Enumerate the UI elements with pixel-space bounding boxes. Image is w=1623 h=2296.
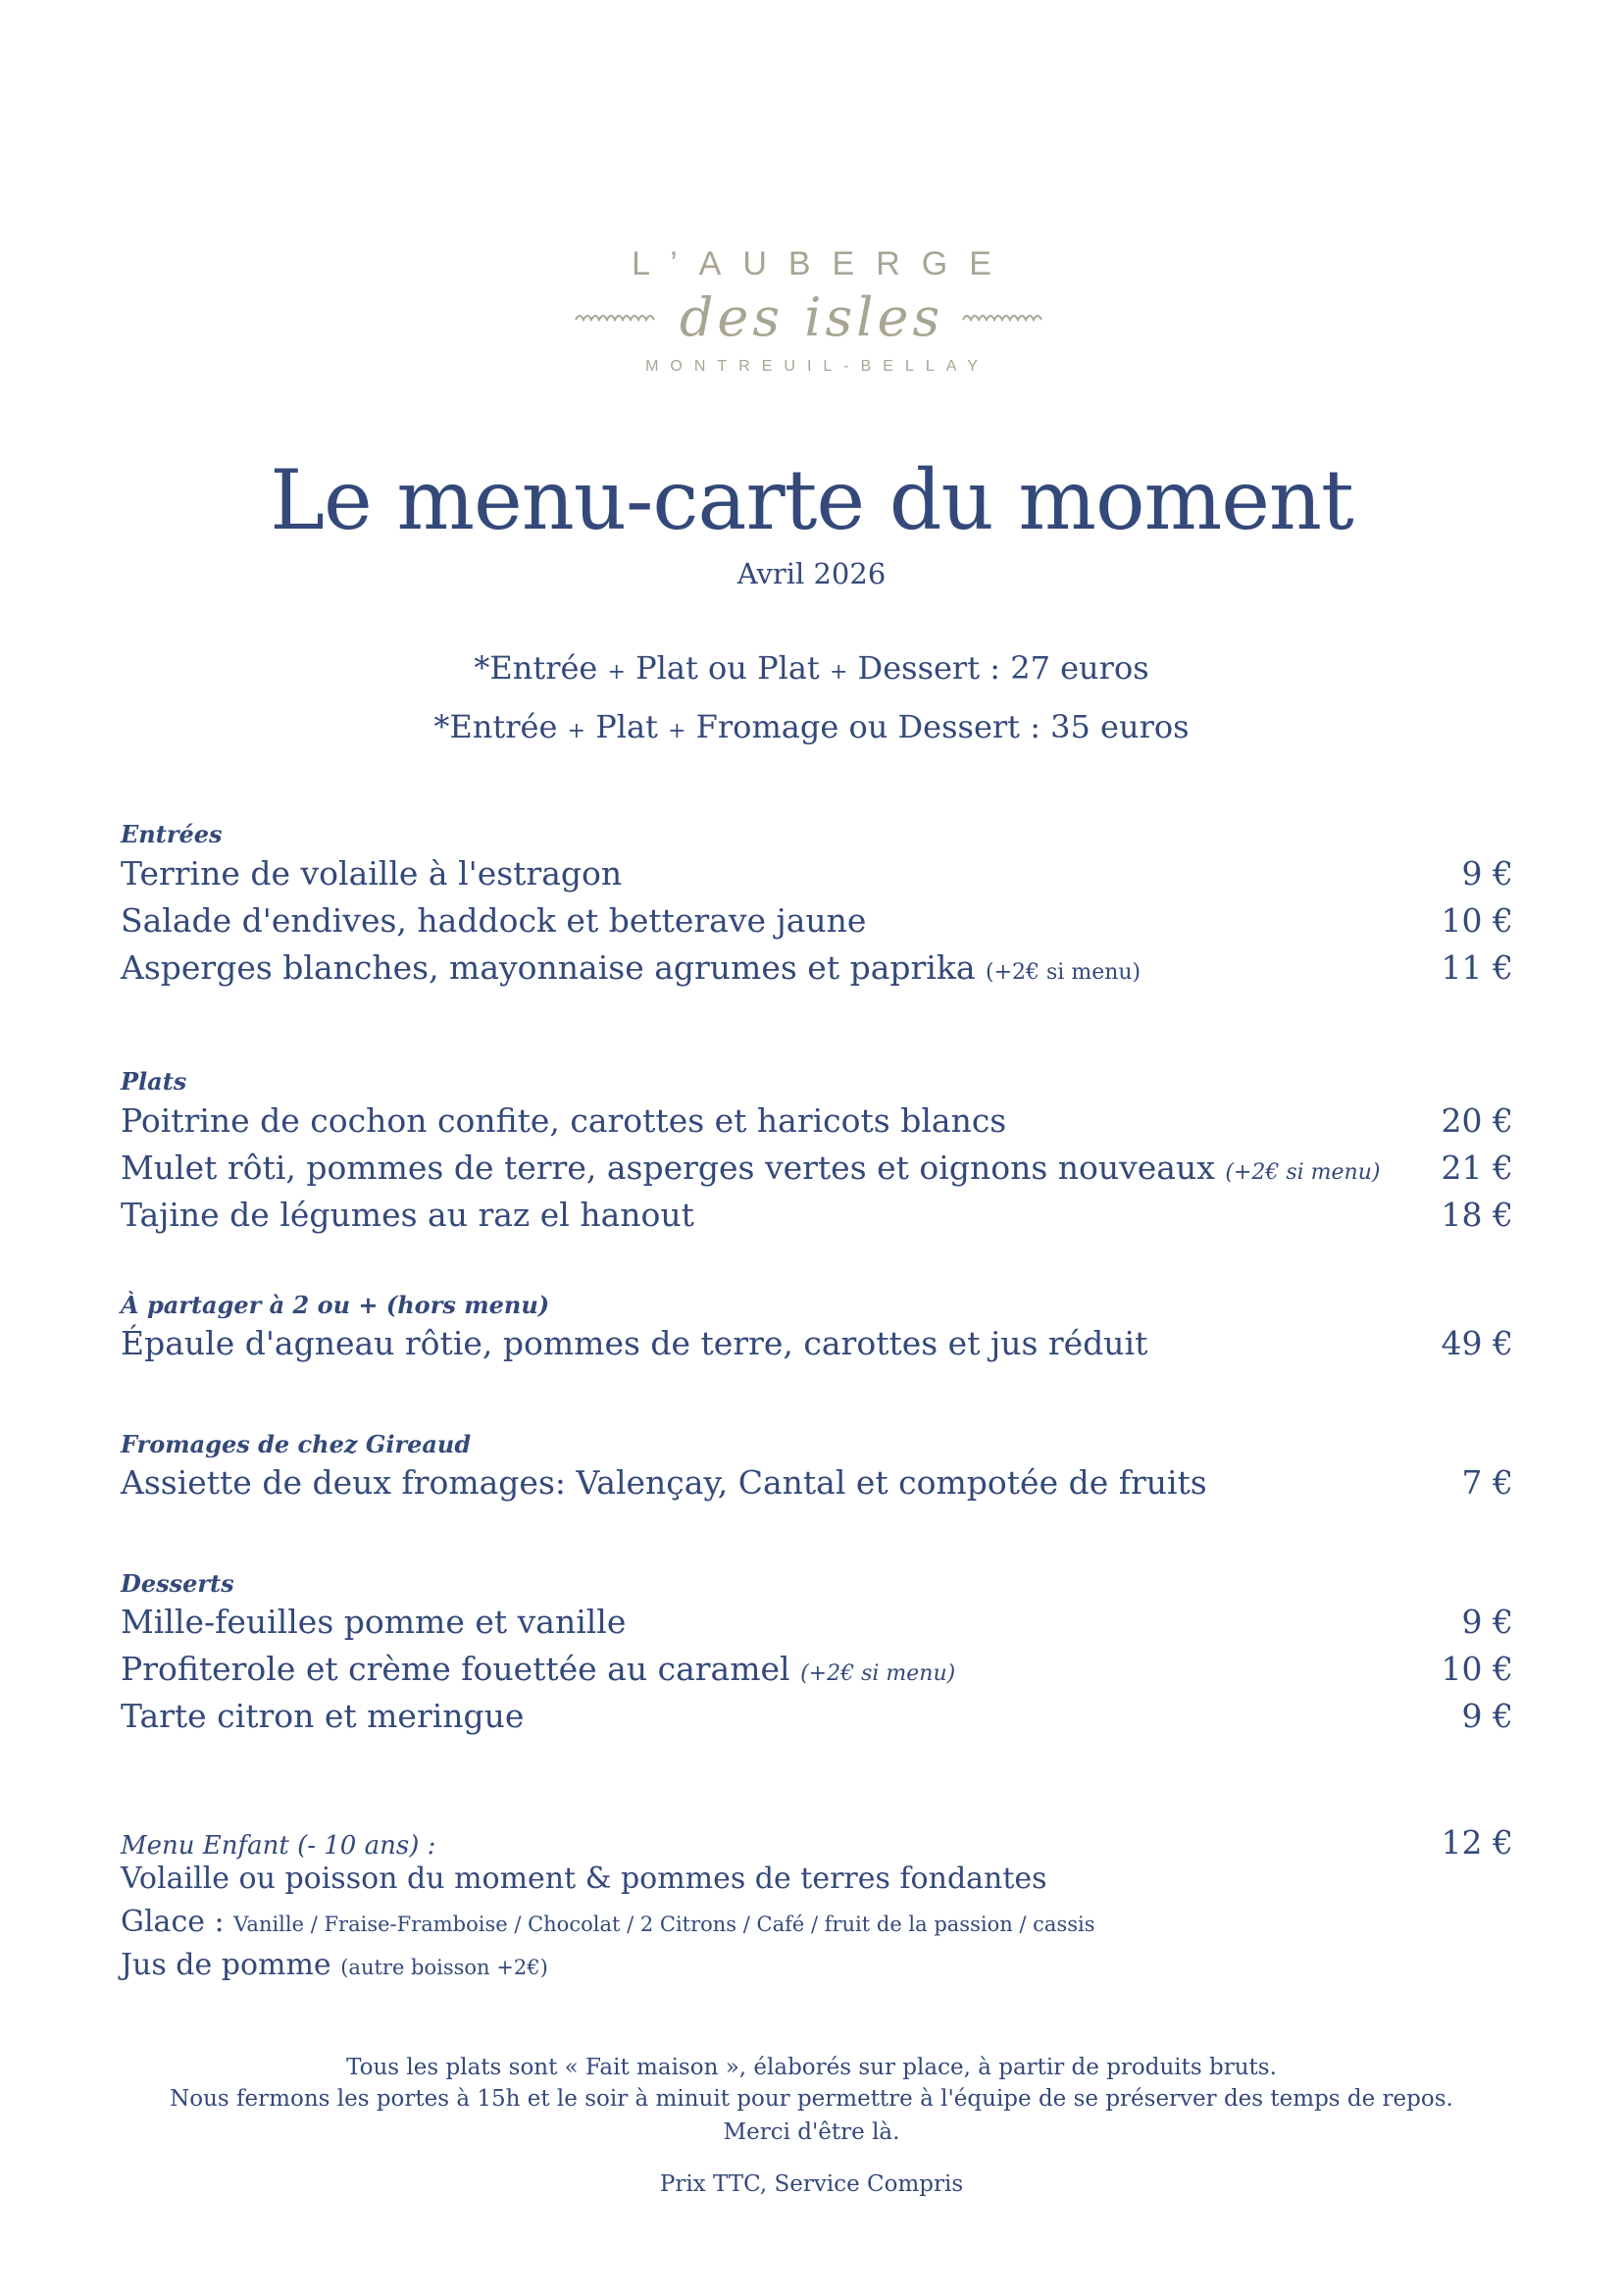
menu-item-name: Mulet rôti, pommes de terre, asperges vertes et oignons nouveaux (+2€ si menu) bbox=[121, 1148, 1381, 1187]
page-subtitle: Avril 2026 bbox=[736, 557, 887, 590]
menu-item bbox=[121, 1196, 1513, 1239]
menu-item-name: Asperges blanches, mayonnaise agrumes et paprika (+2€ si menu) bbox=[121, 948, 1141, 987]
menu-item-price: 9 € bbox=[1461, 1603, 1513, 1641]
logo-location-text: MONTREUIL-BELLAY bbox=[645, 358, 989, 375]
menu-item bbox=[121, 1650, 1513, 1693]
menu-item bbox=[121, 901, 1513, 944]
footer-line-3: Merci d'être là. bbox=[723, 2119, 900, 2145]
kids-menu-line-glace: Glace : Vanille / Fraise-Framboise / Chocolat / 2 Citrons / Café / fruit de la passion / cassis bbox=[121, 1905, 1095, 1939]
formula-price: 35 euros bbox=[1050, 708, 1190, 745]
menu-item-name: Poitrine de cochon confite, carottes et haricots blancs bbox=[121, 1101, 1007, 1140]
section-label-plats: Plats bbox=[121, 1067, 187, 1096]
footer-line-1: Tous les plats sont « Fait maison », élaborés sur place, à partir de produits bruts. bbox=[346, 2055, 1277, 2080]
formula-price: 27 euros bbox=[1010, 649, 1149, 687]
section-label-entrees: Entrées bbox=[121, 820, 223, 848]
menu-item-price: 21 € bbox=[1441, 1148, 1513, 1187]
formula-line-1: *Entrée + Plat ou Plat + Dessert : 27 euros bbox=[474, 649, 1149, 687]
kids-menu-label: Menu Enfant (- 10 ans) : bbox=[121, 1831, 436, 1861]
formula-line-2: *Entrée + Plat + Fromage ou Dessert : 35 euros bbox=[433, 708, 1190, 745]
kids-menu-line-main: Volaille ou poisson du moment & pommes de terres fondantes bbox=[121, 1862, 1047, 1896]
menu-item bbox=[121, 1603, 1513, 1646]
menu-item-price: 18 € bbox=[1441, 1196, 1513, 1234]
menu-item-price: 49 € bbox=[1441, 1324, 1513, 1362]
menu-item-note: (+2€ si menu) bbox=[986, 960, 1141, 985]
menu-item-price: 9 € bbox=[1461, 1697, 1513, 1735]
menu-item bbox=[121, 948, 1513, 992]
menu-item bbox=[121, 1101, 1513, 1145]
section-label-desserts: Desserts bbox=[121, 1569, 234, 1598]
footer-line-2: Nous fermons les portes à 15h et le soir à minuit pour permettre à l'équipe de se préserver des temps de repos. bbox=[170, 2086, 1453, 2112]
restaurant-logo bbox=[0, 245, 1623, 376]
kids-menu-price: 12 € bbox=[1441, 1823, 1513, 1862]
kids-menu-header bbox=[121, 1823, 1513, 1862]
menu-item-name: Assiette de deux fromages: Valençay, Cantal et compotée de fruits bbox=[121, 1463, 1207, 1502]
menu-item-note: (+2€ si menu) bbox=[1225, 1160, 1381, 1185]
wave-ornament-right-icon bbox=[961, 308, 1049, 328]
menu-item-price: 10 € bbox=[1441, 901, 1513, 940]
wave-ornament-left-icon bbox=[574, 308, 662, 328]
footer-price-note: Prix TTC, Service Compris bbox=[659, 2171, 964, 2197]
menu-item-name: Profiterole et crème fouettée au caramel (+2€ si menu) bbox=[121, 1650, 956, 1688]
menu-item-name: Épaule d'agneau rôtie, pommes de terre, carottes et jus réduit bbox=[121, 1324, 1148, 1362]
logo-script-text: des isles bbox=[679, 286, 944, 348]
menu-item-name: Tarte citron et meringue bbox=[121, 1697, 525, 1735]
menu-item-name: Terrine de volaille à l'estragon bbox=[121, 854, 623, 893]
menu-item bbox=[121, 854, 1513, 897]
menu-item-price: 20 € bbox=[1441, 1101, 1513, 1140]
kids-menu-line-drink: Jus de pomme (autre boisson +2€) bbox=[121, 1948, 548, 1982]
menu-item-price: 7 € bbox=[1461, 1463, 1513, 1502]
menu-item-name: Mille-feuilles pomme et vanille bbox=[121, 1603, 627, 1641]
menu-item-note: (+2€ si menu) bbox=[800, 1661, 956, 1686]
menu-item bbox=[121, 1148, 1513, 1192]
menu-item-name: Tajine de légumes au raz el hanout bbox=[121, 1196, 694, 1234]
menu-item-price: 11 € bbox=[1441, 948, 1513, 987]
logo-top-text: L’AUBERGE bbox=[632, 245, 1013, 282]
menu-item bbox=[121, 1697, 1513, 1740]
menu-item bbox=[121, 1463, 1513, 1506]
menu-item-price: 10 € bbox=[1441, 1650, 1513, 1688]
section-label-fromages: Fromages de chez Gireaud bbox=[121, 1430, 472, 1458]
page-title: Le menu-carte du moment bbox=[270, 452, 1353, 548]
menu-item bbox=[121, 1324, 1513, 1367]
menu-item-price: 9 € bbox=[1461, 854, 1513, 893]
section-label-partager: À partager à 2 ou + (hors menu) bbox=[121, 1291, 550, 1319]
menu-item-name: Salade d'endives, haddock et betterave jaune bbox=[121, 901, 867, 940]
